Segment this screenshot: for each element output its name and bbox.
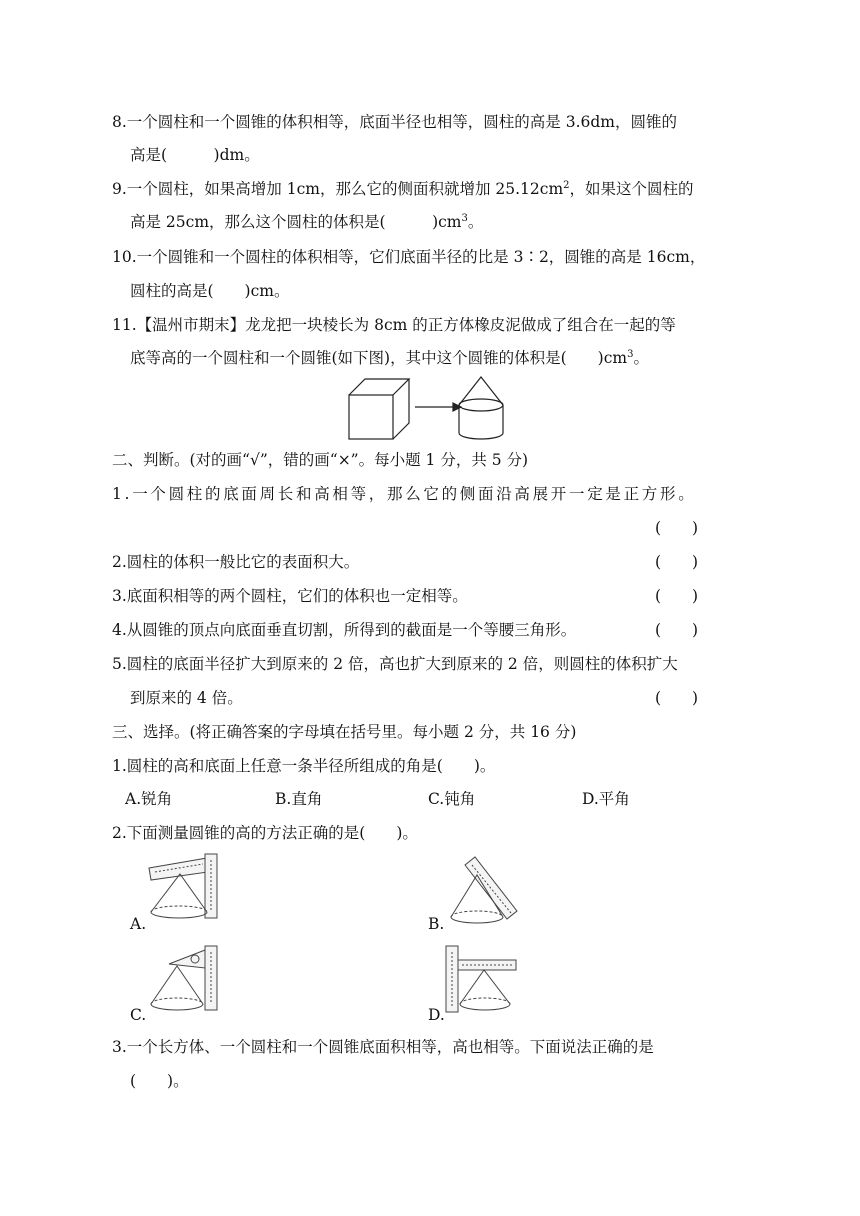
judge-paren-1: ( ) (655, 519, 699, 537)
q9-line1-tail: ，如果这个圆柱的 (569, 180, 694, 198)
judge-item-4: 4.从圆锥的顶点向底面垂直切割，所得到的截面是一个等腰三角形。 (112, 621, 577, 639)
choice-q1-option-a: A.锐角 (125, 790, 173, 808)
cone-sides (151, 874, 207, 912)
cone-base-back (151, 998, 203, 1004)
cube-front-face (349, 395, 393, 439)
judge-paren-2: ( ) (655, 553, 699, 571)
judge-item-5-line1: 5.圆柱的底面半径扩大到原来的 2 倍，高也扩大到原来的 2 倍，则圆柱的体积扩大 (112, 655, 678, 673)
q9-sup-cubic: 3 (461, 212, 468, 224)
choice-q3-line2: ( )。 (130, 1072, 189, 1090)
cone-base-back (151, 906, 207, 912)
cone-base-back (460, 998, 510, 1004)
judge-item-3: 3.底面积相等的两个圆柱，它们的体积也一定相等。 (112, 587, 468, 605)
choice-q3-line1: 3.一个长方体、一个圆柱和一个圆锥底面积相等，高也相等。下面说法正确的是 (112, 1038, 654, 1056)
cube-side-face (393, 379, 409, 439)
option-c-figure (145, 942, 225, 1017)
q11-line2-text: 底等高的一个圆柱和一个圆锥(如下图)，其中这个圆锥的体积是( )cm (130, 349, 628, 367)
choice-q2-label-d: D. (428, 1006, 445, 1024)
q10-line2: 圆柱的高是( )cm。 (130, 282, 290, 300)
cylinder-top-ellipse (459, 399, 503, 411)
cone-sides (460, 970, 510, 1004)
set-square (169, 950, 205, 968)
choice-q2-label-a: A. (130, 915, 147, 933)
q8-line2: 高是( )dm。 (130, 146, 260, 164)
q11-line1: 11.【温州市期末】龙龙把一块棱长为 8cm 的正方体橡皮泥做成了组合在一起的等 (112, 316, 676, 334)
choice-q2-label-b: B. (428, 915, 445, 933)
cylinder-bottom-arc (459, 433, 503, 439)
q11-line2-tail: 。 (633, 349, 649, 367)
choice-q2-stem: 2.下面测量圆锥的高的方法正确的是( )。 (112, 824, 418, 842)
judge-paren-5: ( ) (655, 689, 699, 707)
judge-heading: 二、判断。(对的画“√”，错的画“×”。每小题 1 分，共 5 分) (112, 451, 529, 469)
q9-sup: 2 (563, 179, 570, 191)
judge-item-1: 1.一个圆柱的底面周长和高相等，那么它的侧面沿高展开一定是正方形。 (112, 485, 697, 503)
option-b-figure (445, 855, 525, 930)
q9-line2-tail: 。 (467, 213, 484, 231)
cube-top-face (349, 379, 409, 395)
judge-paren-4: ( ) (655, 621, 699, 639)
choice-heading: 三、选择。(将正确答案的字母填在括号里。每小题 2 分，共 16 分) (112, 723, 577, 741)
choice-q1-option-d: D.平角 (582, 790, 630, 808)
q9-line1 (112, 179, 694, 199)
option-d-figure (442, 942, 522, 1017)
choice-q1-option-b: B.直角 (275, 790, 323, 808)
cone-base-front (460, 1004, 510, 1010)
cone-base-front (451, 917, 503, 923)
q11-sup: 3 (627, 348, 634, 360)
q9-line1-text: 9.一个圆柱，如果高增加 1cm，那么它的侧面积就增加 25.12cm (112, 180, 564, 198)
vertical-ruler (446, 946, 458, 1012)
choice-q1-option-c: C.钝角 (428, 790, 476, 808)
cone-base-front (151, 1004, 203, 1010)
judge-paren-3: ( ) (655, 587, 699, 605)
q9-line2-text: 高是 25cm，那么这个圆柱的体积是( )cm (130, 213, 462, 231)
q8-line1: 8.一个圆柱和一个圆锥的体积相等，底面半径也相等，圆柱的高是 3.6dm，圆锥的 (112, 113, 677, 131)
judge-item-2: 2.圆柱的体积一般比它的表面积大。 (112, 553, 360, 571)
q9-line2 (130, 212, 483, 232)
choice-q1-stem: 1.圆柱的高和底面上任意一条半径所组成的角是( )。 (112, 757, 496, 775)
cone-base-back (451, 911, 503, 917)
cone-base-front (151, 912, 207, 918)
cube-to-cylinder-cone-figure (345, 375, 515, 443)
q10-line1: 10.一个圆锥和一个圆柱的体积相等，它们底面半径的比是 3∶2，圆锥的高是 16cm， (112, 248, 706, 266)
option-a-figure (145, 850, 225, 925)
q11-line2 (130, 348, 649, 368)
judge-item-5-line2: 到原来的 4 倍。 (130, 689, 243, 707)
choice-q2-label-c: C. (130, 1006, 147, 1024)
